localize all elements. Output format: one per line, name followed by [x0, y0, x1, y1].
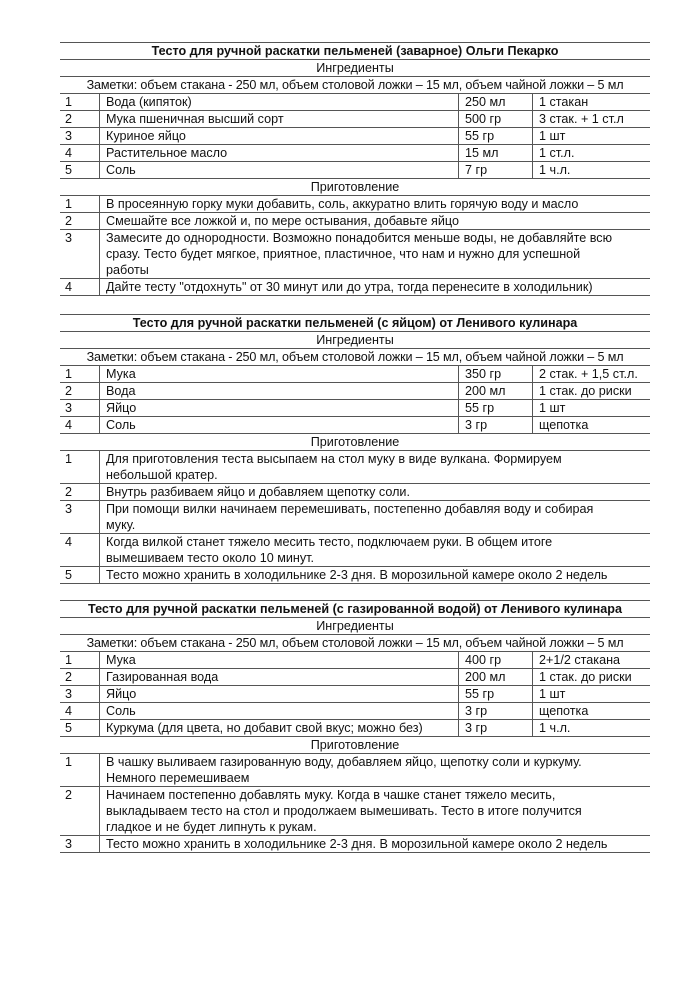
ingredient-name: Куркума (для цвета, но добавит свой вкус; можно без) — [100, 720, 459, 737]
step-row — [60, 213, 650, 230]
ingredient-number: 5 — [60, 162, 100, 179]
step-row — [60, 484, 650, 501]
step-text: В просеянную горку муки добавить, соль, аккуратно влить горячую воду и масло — [100, 196, 651, 213]
recipe-table — [60, 600, 650, 853]
ingredients-header: Ингредиенты — [60, 618, 650, 635]
step-text: Начинаем постепенно добавлять муку. Когда в чашке станет тяжело месить, выкладываем тесто на стол и продолжаем вымешивать. Тесто в итоге получится гладкое и не будет липнуть к рукам. — [100, 787, 651, 836]
ingredient-measure: 1 шт — [533, 686, 651, 703]
ingredient-number: 4 — [60, 417, 100, 434]
measurement-notes: Заметки: объем стакана - 250 мл, объем столовой ложки – 15 мл, объем чайной ложки – 5 мл — [60, 635, 650, 652]
ingredient-row — [60, 162, 650, 179]
ingredient-quantity: 15 мл — [459, 145, 533, 162]
ingredient-row — [60, 417, 650, 434]
step-row — [60, 230, 650, 279]
step-number: 2 — [60, 787, 100, 836]
ingredient-quantity: 55 гр — [459, 400, 533, 417]
step-text: Когда вилкой станет тяжело месить тесто, подключаем руки. В общем итоге вымешиваем тесто около 10 минут. — [100, 534, 651, 567]
ingredient-row — [60, 720, 650, 737]
ingredient-row — [60, 400, 650, 417]
ingredient-row — [60, 128, 650, 145]
ingredient-measure: 1 стакан — [533, 94, 651, 111]
step-text: Для приготовления теста высыпаем на стол муку в виде вулкана. Формируем небольшой кратер. — [100, 451, 651, 484]
step-number: 1 — [60, 754, 100, 787]
ingredient-row — [60, 111, 650, 128]
step-number: 4 — [60, 279, 100, 296]
ingredient-name: Соль — [100, 703, 459, 720]
ingredients-header: Ингредиенты — [60, 60, 650, 77]
ingredient-quantity: 55 гр — [459, 686, 533, 703]
ingredient-number: 3 — [60, 400, 100, 417]
notes-row — [60, 349, 650, 366]
step-number: 5 — [60, 567, 100, 584]
ingredient-number: 3 — [60, 128, 100, 145]
ingredient-row — [60, 94, 650, 111]
step-row — [60, 279, 650, 296]
ingredient-name: Куриное яйцо — [100, 128, 459, 145]
ingredient-number: 4 — [60, 703, 100, 720]
ingredient-row — [60, 686, 650, 703]
ingredient-number: 1 — [60, 652, 100, 669]
ingredient-row — [60, 383, 650, 400]
ingredient-number: 2 — [60, 383, 100, 400]
step-number: 1 — [60, 196, 100, 213]
ingredient-measure: 1 шт — [533, 128, 651, 145]
ingredient-name: Вода — [100, 383, 459, 400]
step-number: 3 — [60, 230, 100, 279]
preparation-header: Приготовление — [60, 737, 650, 754]
ingredient-name: Мука — [100, 652, 459, 669]
ingredient-quantity: 200 мл — [459, 383, 533, 400]
ingredient-quantity: 55 гр — [459, 128, 533, 145]
ingredient-measure: 3 стак. + 1 ст.л — [533, 111, 651, 128]
ingredient-row — [60, 703, 650, 720]
step-row — [60, 501, 650, 534]
recipe-title: Тесто для ручной раскатки пельменей (с газированной водой) от Ленивого кулинара — [60, 601, 650, 618]
ingredient-number: 1 — [60, 366, 100, 383]
ingredient-row — [60, 652, 650, 669]
preparation-header-row — [60, 737, 650, 754]
step-text: Тесто можно хранить в холодильнике 2-3 дня. В морозильной камере около 2 недель — [100, 836, 651, 853]
ingredient-name: Газированная вода — [100, 669, 459, 686]
ingredients-header-row — [60, 618, 650, 635]
step-text: Смешайте все ложкой и, по мере остывания, добавьте яйцо — [100, 213, 651, 230]
ingredient-measure: щепотка — [533, 703, 651, 720]
step-row — [60, 567, 650, 584]
step-text: Замесите до однородности. Возможно понадобится меньше воды, не добавляйте всю сразу. Тесто будет мягкое, приятное, пластичное, что нам и нужно для успешной работы — [100, 230, 651, 279]
preparation-header: Приготовление — [60, 434, 650, 451]
ingredient-number: 3 — [60, 686, 100, 703]
step-text: Тесто можно хранить в холодильнике 2-3 дня. В морозильной камере около 2 недель — [100, 567, 651, 584]
ingredient-measure: 1 стак. до риски — [533, 669, 651, 686]
ingredient-name: Мука пшеничная высший сорт — [100, 111, 459, 128]
step-row — [60, 787, 650, 836]
ingredient-quantity: 200 мл — [459, 669, 533, 686]
ingredient-quantity: 7 гр — [459, 162, 533, 179]
ingredient-row — [60, 145, 650, 162]
notes-row — [60, 77, 650, 94]
step-number: 3 — [60, 836, 100, 853]
ingredient-quantity: 3 гр — [459, 417, 533, 434]
ingredient-number: 4 — [60, 145, 100, 162]
step-row — [60, 534, 650, 567]
step-row — [60, 196, 650, 213]
ingredient-measure: 2 стак. + 1,5 ст.л. — [533, 366, 651, 383]
ingredient-measure: 1 ч.л. — [533, 720, 651, 737]
ingredient-row — [60, 669, 650, 686]
ingredient-measure: щепотка — [533, 417, 651, 434]
ingredient-name: Мука — [100, 366, 459, 383]
ingredient-number: 5 — [60, 720, 100, 737]
preparation-header: Приготовление — [60, 179, 650, 196]
ingredient-name: Яйцо — [100, 400, 459, 417]
measurement-notes: Заметки: объем стакана - 250 мл, объем столовой ложки – 15 мл, объем чайной ложки – 5 мл — [60, 349, 650, 366]
recipe-table — [60, 314, 650, 584]
preparation-header-row — [60, 179, 650, 196]
measurement-notes: Заметки: объем стакана - 250 мл, объем столовой ложки – 15 мл, объем чайной ложки – 5 мл — [60, 77, 650, 94]
ingredient-measure: 1 стак. до риски — [533, 383, 651, 400]
preparation-header-row — [60, 434, 650, 451]
ingredients-header-row — [60, 332, 650, 349]
ingredient-number: 1 — [60, 94, 100, 111]
ingredient-number: 2 — [60, 111, 100, 128]
recipe-title-row — [60, 315, 650, 332]
step-number: 4 — [60, 534, 100, 567]
ingredient-quantity: 250 мл — [459, 94, 533, 111]
ingredient-measure: 1 ч.л. — [533, 162, 651, 179]
step-text: При помощи вилки начинаем перемешивать, постепенно добавляя воду и собирая муку. — [100, 501, 651, 534]
step-text: В чашку выливаем газированную воду, добавляем яйцо, щепотку соли и куркуму. Немного перемешиваем — [100, 754, 651, 787]
notes-row — [60, 635, 650, 652]
ingredient-measure: 2+1/2 стакана — [533, 652, 651, 669]
ingredient-quantity: 3 гр — [459, 703, 533, 720]
step-text: Внутрь разбиваем яйцо и добавляем щепотку соли. — [100, 484, 651, 501]
ingredient-number: 2 — [60, 669, 100, 686]
step-number: 1 — [60, 451, 100, 484]
step-row — [60, 836, 650, 853]
ingredient-name: Соль — [100, 417, 459, 434]
recipe-title: Тесто для ручной раскатки пельменей (заварное) Ольги Пекарко — [60, 43, 650, 60]
recipe-title-row — [60, 43, 650, 60]
step-number: 3 — [60, 501, 100, 534]
recipe-table — [60, 42, 650, 296]
ingredient-measure: 1 ст.л. — [533, 145, 651, 162]
step-text: Дайте тесту "отдохнуть" от 30 минут или до утра, тогда перенесите в холодильник) — [100, 279, 651, 296]
ingredient-name: Растительное масло — [100, 145, 459, 162]
ingredient-measure: 1 шт — [533, 400, 651, 417]
ingredient-name: Вода (кипяток) — [100, 94, 459, 111]
ingredients-header-row — [60, 60, 650, 77]
recipe-title: Тесто для ручной раскатки пельменей (с яйцом) от Ленивого кулинара — [60, 315, 650, 332]
step-row — [60, 451, 650, 484]
ingredient-quantity: 500 гр — [459, 111, 533, 128]
ingredients-header: Ингредиенты — [60, 332, 650, 349]
ingredient-row — [60, 366, 650, 383]
step-number: 2 — [60, 213, 100, 230]
ingredient-name: Соль — [100, 162, 459, 179]
recipe-title-row — [60, 601, 650, 618]
step-number: 2 — [60, 484, 100, 501]
ingredient-name: Яйцо — [100, 686, 459, 703]
ingredient-quantity: 350 гр — [459, 366, 533, 383]
ingredient-quantity: 400 гр — [459, 652, 533, 669]
step-row — [60, 754, 650, 787]
ingredient-quantity: 3 гр — [459, 720, 533, 737]
